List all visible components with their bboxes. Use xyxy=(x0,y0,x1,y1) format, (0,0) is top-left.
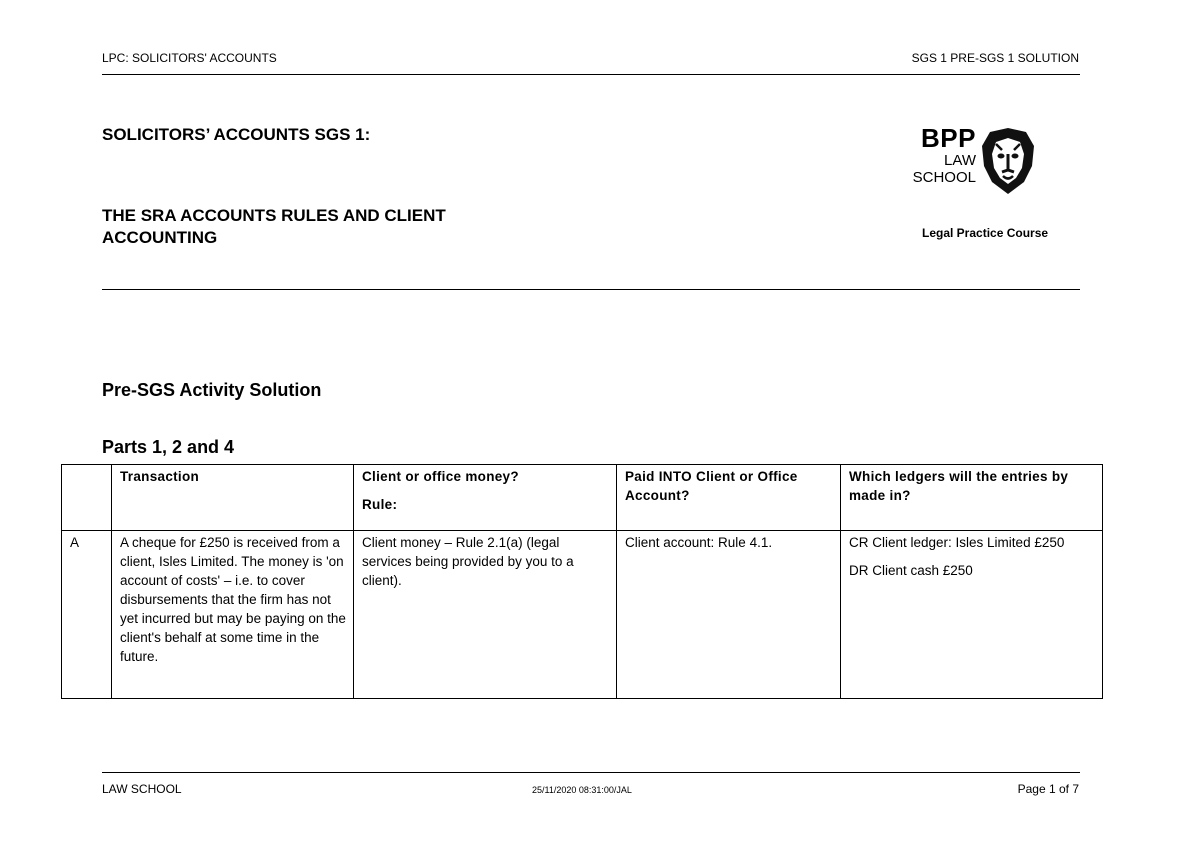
document-title: SOLICITORS’ ACCOUNTS SGS 1: xyxy=(102,125,371,144)
header-left: LPC: SOLICITORS' ACCOUNTS xyxy=(102,51,277,65)
document-subtitle xyxy=(102,205,446,249)
table-row xyxy=(62,531,1103,699)
subtitle-line-2: ACCOUNTING xyxy=(102,228,218,247)
logo-bpp-text: BPP xyxy=(921,123,976,153)
subtitle-line-1: THE SRA ACCOUNTS RULES AND CLIENT xyxy=(102,206,446,225)
row-money-type: Client money – Rule 2.1(a) (legal services being provided by you to a client). xyxy=(354,531,617,699)
header-id-cell xyxy=(62,465,112,531)
lion-shield-icon xyxy=(978,126,1038,196)
header-paid-into: Paid INTO Client or Office Account? xyxy=(617,465,841,531)
header-transaction: Transaction xyxy=(112,465,354,531)
transaction-table xyxy=(61,464,1103,699)
ledger-debit-entry: DR Client cash £250 xyxy=(849,563,973,578)
ledger-credit-entry: CR Client ledger: Isles Limited £250 xyxy=(849,535,1065,550)
page-number: Page 1 of 7 xyxy=(1017,782,1079,796)
title-divider xyxy=(102,289,1080,290)
header-client-or-office xyxy=(354,465,617,531)
row-ledgers xyxy=(841,531,1103,699)
bpp-law-school-logo xyxy=(890,124,1050,200)
footer-divider xyxy=(102,772,1080,773)
logo-law-text: LAW xyxy=(944,152,976,169)
header-ledgers: Which ledgers will the entries by made in? xyxy=(841,465,1103,531)
footer-timestamp: 25/11/2020 08:31:00/JAL xyxy=(532,785,632,795)
header-right: SGS 1 PRE-SGS 1 SOLUTION xyxy=(911,51,1079,65)
section-heading: Pre-SGS Activity Solution xyxy=(102,380,322,400)
footer-left: LAW SCHOOL xyxy=(102,782,182,796)
row-transaction: A cheque for £250 is received from a client, Isles Limited. The money is 'on account of costs' – i.e. to cover disbursements that the firm has not yet incurred but may be paying on the client's behalf at some time in the future. xyxy=(112,531,354,699)
section-subheading: Parts 1, 2 and 4 xyxy=(102,437,235,457)
legal-practice-course-label: Legal Practice Course xyxy=(922,226,1049,240)
row-id: A xyxy=(62,531,112,699)
table-header-row xyxy=(62,465,1103,531)
header-rule-label: Rule: xyxy=(362,497,398,512)
logo-school-text: SCHOOL xyxy=(912,169,976,186)
row-account: Client account: Rule 4.1. xyxy=(617,531,841,699)
header-divider xyxy=(102,74,1080,75)
header-client-or-office-label: Client or office money? xyxy=(362,469,519,484)
